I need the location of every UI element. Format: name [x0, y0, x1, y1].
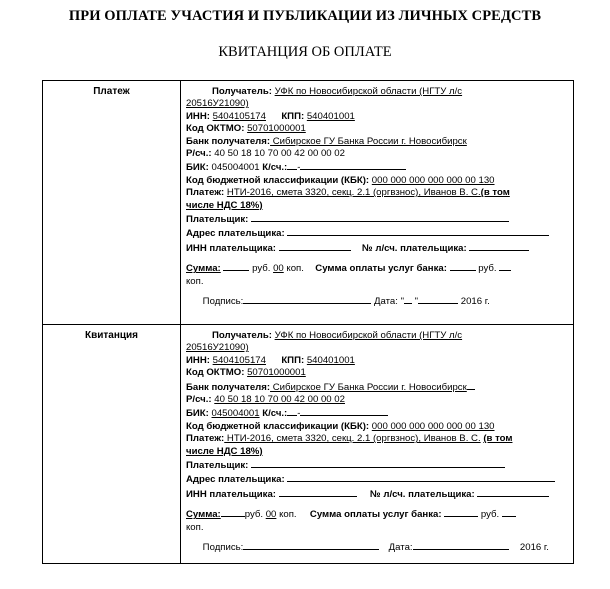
- payer-address-field[interactable]: [287, 472, 555, 482]
- fee-kop-label: коп.: [186, 275, 204, 287]
- bank-label: Банк получателя:: [186, 135, 271, 147]
- oktmo-line: [186, 123, 570, 135]
- payer-account-field[interactable]: [477, 487, 549, 497]
- rub-label: руб.: [244, 509, 264, 521]
- sum-rub-field[interactable]: [223, 261, 249, 271]
- payment-purpose-line: [186, 433, 570, 445]
- recipient-line: [186, 86, 570, 98]
- recipient-label: Получатель:: [212, 330, 272, 341]
- account-value: 40 50 18 10 70 00 42 00 00 02: [214, 148, 345, 160]
- account-line: [186, 148, 570, 160]
- payment-purpose-line: [186, 187, 570, 199]
- payer-inn-label: ИНН плательщика:: [186, 242, 276, 254]
- bik-value: 045004001: [211, 408, 260, 420]
- payer-inn-field[interactable]: [279, 241, 351, 251]
- date-day-field[interactable]: [404, 294, 412, 304]
- recipient-line: [186, 330, 570, 342]
- bik-label: БИК:: [186, 162, 209, 174]
- kbk-line: [186, 175, 570, 187]
- payer-line: [186, 458, 570, 472]
- payer-label: Плательщик:: [186, 214, 249, 226]
- date-label: Дата:: [373, 296, 398, 308]
- signature-line: [186, 540, 570, 554]
- inn-label: ИНН:: [186, 110, 210, 122]
- vat-note-cont: числе НДС 18%): [186, 445, 263, 457]
- inn-kpp-line: [186, 111, 570, 123]
- oktmo-label: Код ОКТМО:: [186, 123, 245, 135]
- signature-field[interactable]: [243, 540, 379, 550]
- ksch-label: К/сч.:: [262, 162, 288, 174]
- inn-value: 5404105174: [212, 110, 266, 122]
- payment-purpose-value: НТИ-2016, смета 3320, секц. 2.1 (оргвзнос), Иванов В. С.: [226, 187, 481, 199]
- vat-note: (в том: [480, 187, 510, 199]
- payer-account-field[interactable]: [469, 241, 529, 251]
- date-label: Дата:: [388, 542, 413, 554]
- inn-kpp-line: [186, 355, 570, 367]
- kpp-label: КПП:: [281, 354, 305, 366]
- vat-note: (в том: [483, 433, 513, 445]
- document-title: ПРИ ОПЛАТЕ УЧАСТИЯ И ПУБЛИКАЦИИ ИЗ ЛИЧНЫХ СРЕДСТВ: [68, 8, 542, 24]
- payer-account-label: № л/сч. плательщика:: [370, 488, 475, 500]
- column-divider: [180, 325, 181, 563]
- bank-fee-rub-field[interactable]: [450, 261, 476, 271]
- bank-line: [186, 380, 570, 394]
- bank-line: [186, 136, 570, 148]
- bik-label: БИК:: [186, 408, 209, 420]
- bank-fee-kop-field[interactable]: [499, 261, 511, 271]
- kbk-value: 000 000 000 000 000 00 130: [371, 174, 495, 186]
- bank-fee-label: Сумма оплаты услуг банка:: [309, 509, 442, 521]
- bik-value: 045004001: [211, 162, 260, 174]
- payer-inn-line: [186, 241, 570, 255]
- payment-section: [43, 81, 573, 325]
- date-month-field[interactable]: [418, 294, 458, 304]
- section-label-payment: Платеж: [93, 86, 130, 97]
- bank-label: Банк получателя:: [186, 381, 271, 393]
- bik-line: [186, 406, 570, 420]
- date-field[interactable]: [413, 540, 509, 550]
- date-quote-close: ": [414, 296, 419, 308]
- sum-rub-field[interactable]: [221, 507, 245, 517]
- recipient-value-cont: 20516У21090): [186, 98, 249, 110]
- fee-kop-line: [186, 522, 570, 534]
- document-subtitle: КВИТАНЦИЯ ОБ ОПЛАТЕ: [218, 44, 392, 60]
- kop-label: коп.: [279, 509, 297, 521]
- inn-value: 5404105174: [212, 354, 266, 366]
- ksch-value: -: [297, 408, 301, 420]
- kop-value: 00: [265, 509, 277, 521]
- sum-label: Сумма:: [186, 263, 221, 275]
- payer-address-label: Адрес плательщика:: [186, 474, 285, 486]
- kbk-value: 000 000 000 000 000 00 130: [371, 420, 495, 432]
- kop-label: коп.: [286, 263, 304, 275]
- vat-note-cont: числе НДС 18%): [186, 199, 263, 211]
- fee-rub-label: руб.: [478, 263, 497, 275]
- receipt-section: [43, 325, 573, 563]
- year-label: 2016 г.: [519, 542, 549, 554]
- ksch-value: -: [297, 162, 301, 174]
- payer-account-label: № л/сч. плательщика:: [362, 242, 467, 254]
- payer-field[interactable]: [251, 458, 505, 468]
- oktmo-label: Код ОКТМО:: [186, 367, 245, 379]
- kop-value: 00: [273, 263, 284, 275]
- fee-kop-label: коп.: [186, 521, 204, 533]
- payer-inn-line: [186, 487, 570, 501]
- payment-form: [42, 80, 574, 564]
- account-label: Р/сч.:: [186, 394, 212, 406]
- payment-purpose-label: Платеж:: [186, 187, 225, 199]
- recipient-label: Получатель:: [212, 86, 272, 97]
- payer-address-field[interactable]: [287, 226, 549, 236]
- payer-inn-label: ИНН плательщика:: [186, 488, 276, 500]
- account-line: [186, 394, 570, 406]
- receipt-details: [186, 330, 570, 555]
- bank-fee-kop-field[interactable]: [502, 507, 516, 517]
- payer-line: [186, 212, 570, 226]
- sum-label: Сумма:: [186, 509, 221, 521]
- signature-line: [186, 294, 570, 308]
- bank-value: Сибирское ГУ Банка России г. Новосибирск: [270, 381, 467, 393]
- signature-label: Подпись:: [202, 296, 244, 308]
- ksch-label: К/сч.:: [262, 408, 288, 420]
- payer-address-line: [186, 226, 570, 240]
- column-divider: [180, 81, 181, 324]
- year-label: 2016 г.: [460, 296, 490, 308]
- sum-line: [186, 261, 570, 275]
- payment-purpose-value: НТИ-2016, смета 3320, секц. 2.1 (оргвзнос), Иванов В. С.: [224, 433, 481, 445]
- kbk-line: [186, 421, 570, 433]
- recipient-value: УФК по Новосибирской области (НГТУ л/с: [274, 330, 463, 341]
- kbk-label: Код бюджетной классификации (КБК):: [186, 420, 370, 432]
- payment-purpose-label: Платеж:: [186, 433, 225, 445]
- bik-line: [186, 160, 570, 174]
- kpp-label: КПП:: [281, 110, 305, 122]
- payer-inn-field[interactable]: [279, 487, 357, 497]
- bank-fee-rub-field[interactable]: [444, 507, 478, 517]
- date-quote-open: ": [400, 296, 404, 308]
- sum-line: [186, 507, 570, 521]
- fee-rub-label: руб.: [480, 509, 500, 521]
- account-label: Р/сч.:: [186, 148, 212, 160]
- account-value: 40 50 18 10 70 00 42 00 00 02: [214, 394, 345, 406]
- payer-address-line: [186, 472, 570, 486]
- oktmo-value: 50701000001: [247, 367, 306, 379]
- kpp-value: 540401001: [306, 110, 355, 122]
- recipient-value: УФК по Новосибирской области (НГТУ л/с: [274, 86, 463, 97]
- section-label-receipt: Квитанция: [84, 330, 139, 341]
- kpp-value: 540401001: [306, 354, 355, 366]
- signature-label: Подпись:: [202, 542, 244, 554]
- recipient-value-cont: 20516У21090): [186, 342, 249, 354]
- signature-field[interactable]: [243, 294, 371, 304]
- payer-label: Плательщик:: [186, 460, 249, 472]
- bank-fee-label: Сумма оплаты услуг банка:: [315, 263, 447, 275]
- payer-address-label: Адрес плательщика:: [186, 228, 285, 240]
- oktmo-value: 50701000001: [247, 123, 306, 135]
- kbk-label: Код бюджетной классификации (КБК):: [186, 174, 370, 186]
- bank-value: Сибирское ГУ Банка России г. Новосибирск: [270, 135, 467, 147]
- rub-label: руб.: [252, 263, 271, 275]
- payment-details: [186, 86, 570, 309]
- inn-label: ИНН:: [186, 354, 210, 366]
- fee-kop-line: [186, 276, 570, 288]
- payer-field[interactable]: [251, 212, 509, 222]
- oktmo-line: [186, 367, 570, 379]
